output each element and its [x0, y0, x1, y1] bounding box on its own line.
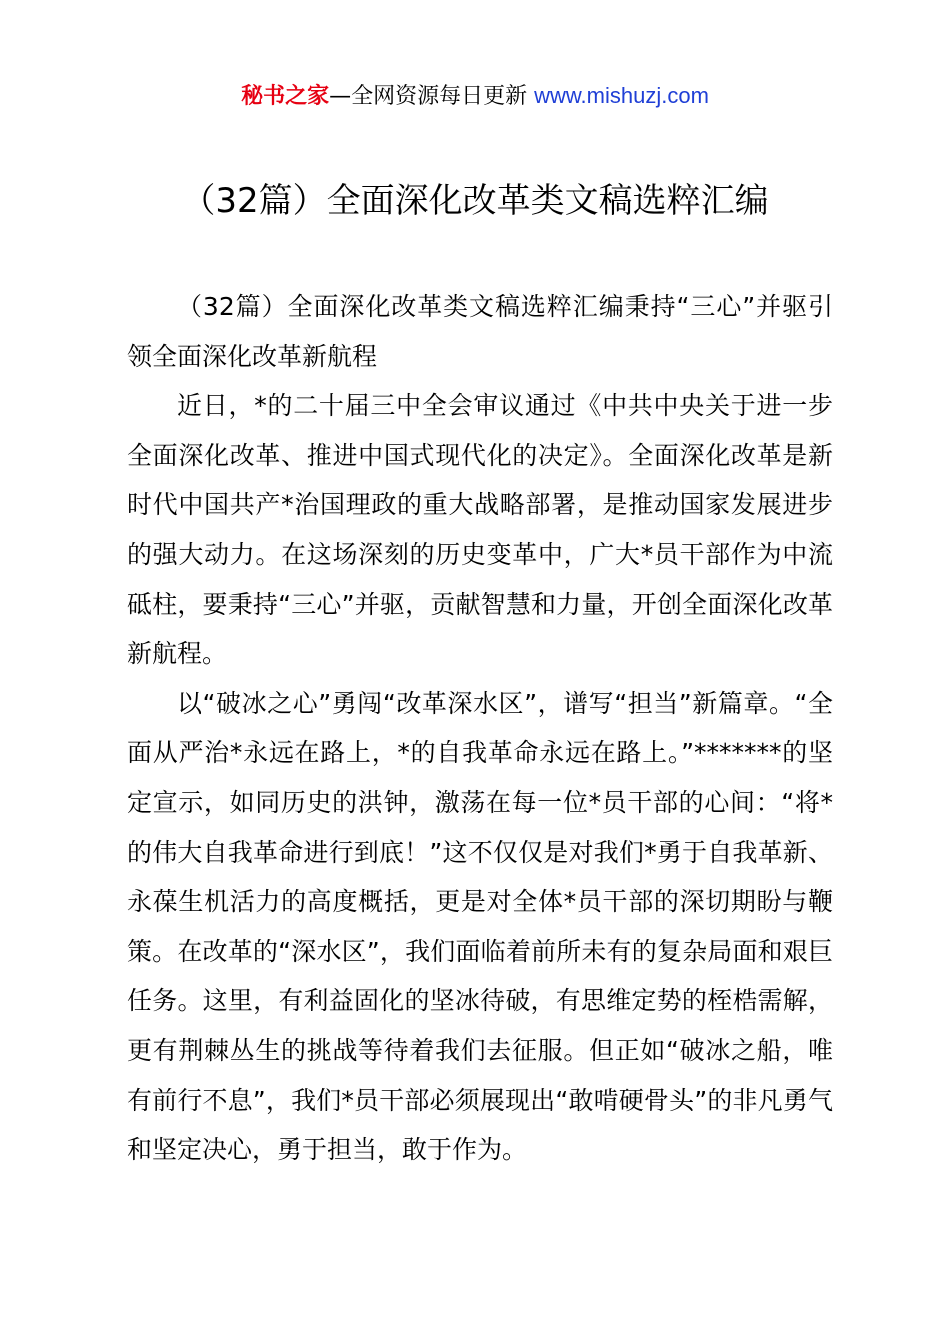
site-url-link[interactable]: www.mishuzj.com — [534, 83, 709, 108]
document-title: （32篇）全面深化改革类文稿选粹汇编 — [181, 181, 769, 221]
site-header — [0, 80, 950, 113]
paragraph-subtitle: （32篇）全面深化改革类文稿选粹汇编秉持“三心”并驱引领全面深化改革新航程 — [127, 292, 833, 371]
document-body — [127, 282, 833, 1175]
paragraph-intro: 近日，*的二十届三中全会审议通过《中共中央关于进一步全面深化改革、推进中国式现代化的决定》。全面深化改革是新时代中国共产*治国理政的重大战略部署，是推动国家发展进步的强大动力。在这场深刻的历史变革中，广大*员干部作为中流砥柱，要秉持“三心”并驱，贡献智慧和力量，开创全面深化改革新航程。 — [127, 391, 833, 669]
paragraph-section-one: 以“破冰之心”勇闯“改革深水区”，谱写“担当”新篇章。“全面从严治*永远在路上，*的自我革命永远在路上。”*******的坚定宣示，如同历史的洪钟，激荡在每一位*员干部的心间：“将*的伟大自我革命进行到底！”这不仅仅是对我们*勇于自我革新、永葆生机活力的高度概括，更是对全体*员干部的深切期盼与鞭策。在改革的“深水区”，我们面临着前所未有的复杂局面和艰巨任务。这里，有利益固化的坚冰待破，有思维定势的桎梏需解，更有荆棘丛生的挑战等待着我们去征服。但正如“破冰之船，唯有前行不息”，我们*员干部必须展现出“敢啃硬骨头”的非凡勇气和坚定决心，勇于担当，敢于作为。 — [127, 688, 833, 1165]
header-tagline: —全网资源每日更新 — [329, 84, 535, 109]
brand-name: 秘书之家 — [241, 84, 330, 109]
